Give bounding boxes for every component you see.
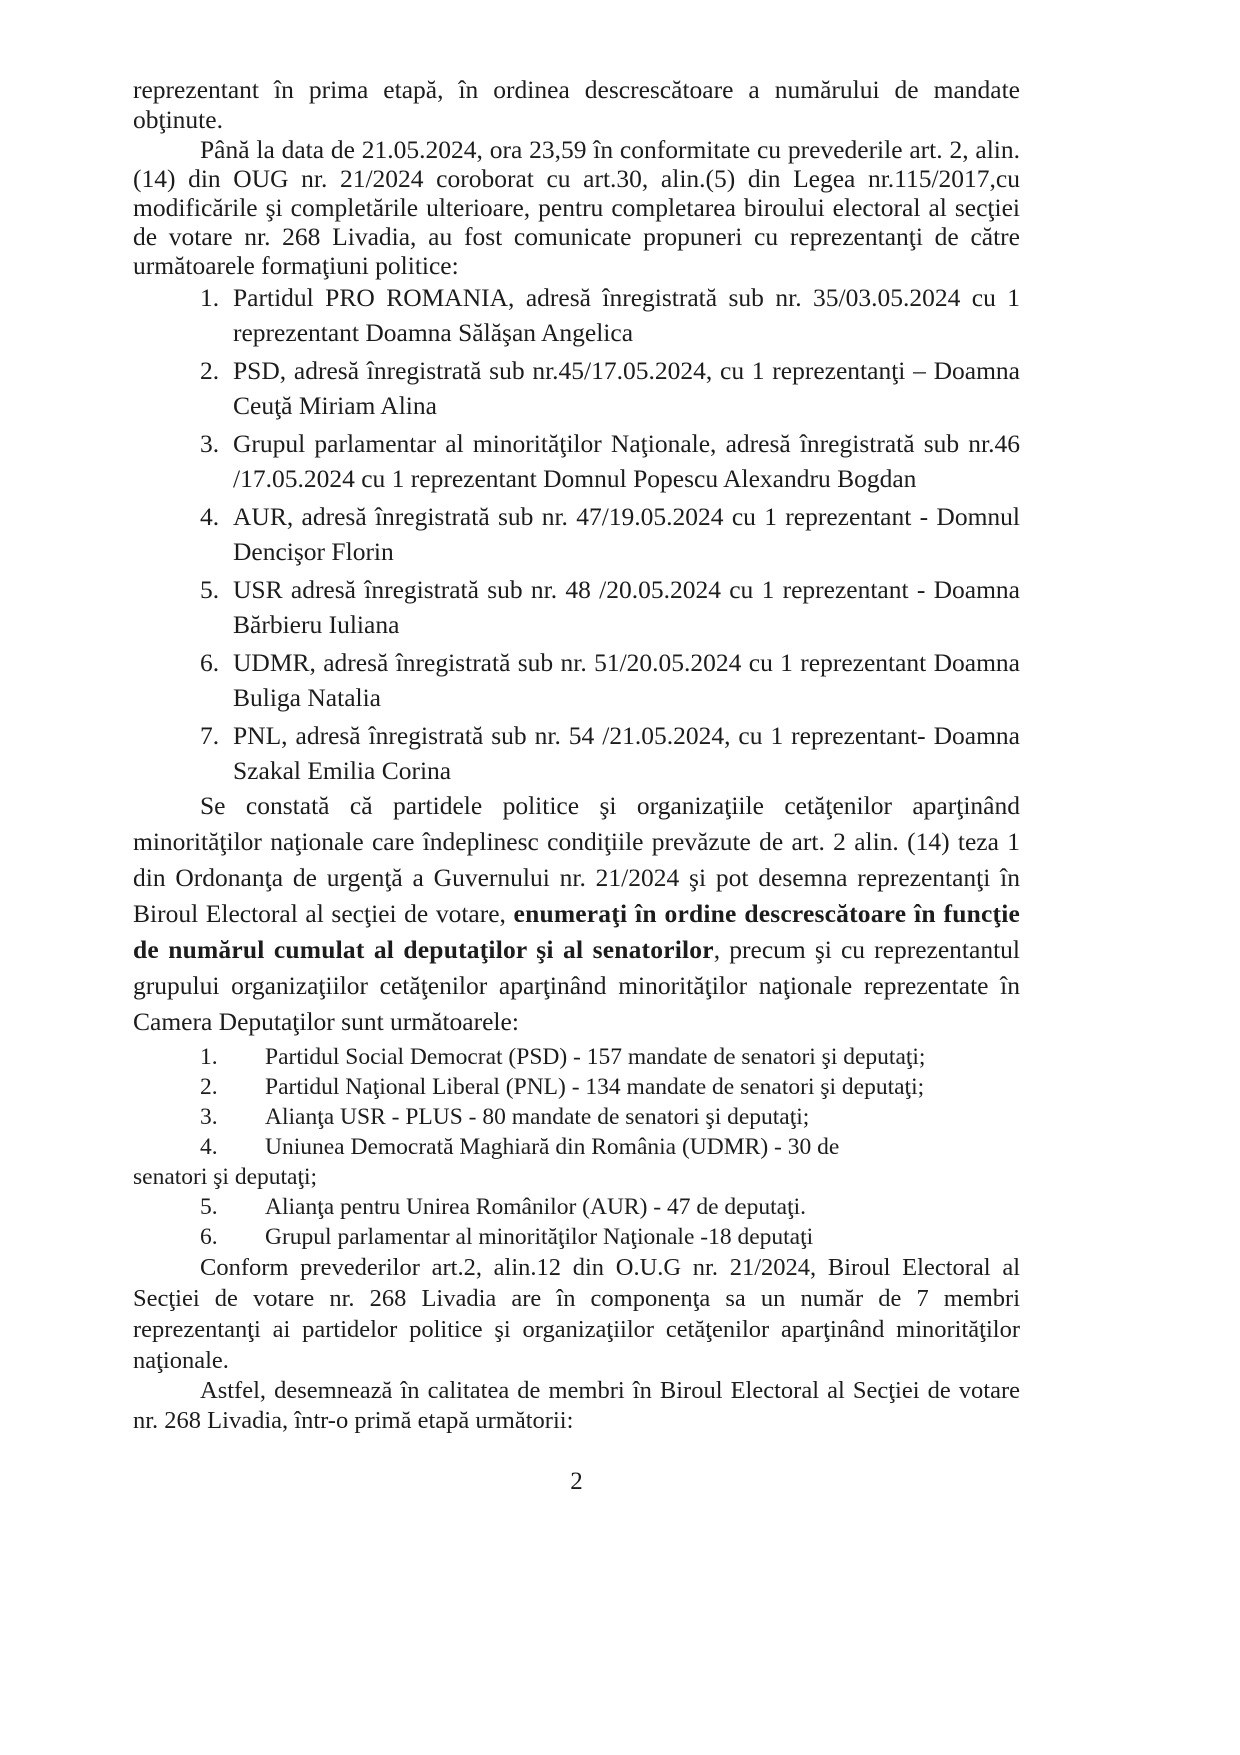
list-item bbox=[200, 426, 1020, 496]
list-item bbox=[200, 572, 1020, 642]
list-item bbox=[133, 1192, 960, 1222]
list-item-number: 4. bbox=[200, 1134, 218, 1160]
list-item bbox=[200, 645, 1020, 715]
list-item-number: 5. bbox=[200, 575, 220, 604]
list-item-text: Partidul Naţional Liberal (PNL) - 134 mandate de senatori şi deputaţi; bbox=[265, 1074, 925, 1100]
list-item-text: Partidul PRO ROMANIA, adresă înregistrată sub nr. 35/03.05.2024 cu 1 reprezentant Doamna Sălăşan Angelica bbox=[233, 283, 1020, 347]
list-item-text: Uniunea Democrată Maghiară din România (UDMR) - 30 de senatori şi deputaţi; bbox=[133, 1134, 840, 1190]
list-item bbox=[200, 280, 1020, 350]
list-item-number: 1. bbox=[200, 1044, 218, 1070]
parties-list bbox=[133, 1042, 1020, 1252]
list-item bbox=[133, 1222, 960, 1252]
list-item bbox=[133, 1132, 903, 1192]
list-item bbox=[133, 1072, 960, 1102]
findings-text-start: Se constată că partidele politice şi organizaţiile cetăţenilor aparţinând minorităţilor naţionale care îndeplinesc condiţiile prevăzute de art. 2 alin. (14) teza 1 din Ordonanţa de urgenţă a Guvernului nr. 21/2024 şi pot desemna reprezentanţi în Biroul Electoral al secţiei de votare, bbox=[133, 791, 1020, 928]
list-item-number: 6. bbox=[200, 648, 220, 677]
list-item-text: Partidul Social Democrat (PSD) - 157 mandate de senatori şi deputaţi; bbox=[265, 1044, 926, 1070]
list-item-text: PNL, adresă înregistrată sub nr. 54 /21.05.2024, cu 1 reprezentant- Doamna Szakal Emilia Corina bbox=[233, 721, 1020, 785]
list-item-number: 7. bbox=[200, 721, 220, 750]
proposals-paragraph: Până la data de 21.05.2024, ora 23,59 în conformitate cu prevederile art. 2, alin.(14) din OUG nr. 21/2024 coroborat cu art.30, alin.(5) din Legea nr.115/2017,cu modificările şi completările ulterioare, pentru completarea biroului electoral al secţiei de votare nr. 268 Livadia, au fost comunicate propuneri cu reprezentanţi de către următoarele formaţiuni politice: bbox=[133, 135, 1020, 280]
list-item-number: 3. bbox=[200, 429, 220, 458]
list-item-number: 2. bbox=[200, 356, 220, 385]
list-item-text: Grupul parlamentar al minorităţilor Naţionale -18 deputaţi bbox=[265, 1224, 814, 1250]
findings-paragraph bbox=[133, 788, 1020, 1040]
list-item-number: 2. bbox=[200, 1074, 218, 1100]
list-item-text: Alianţa USR - PLUS - 80 mandate de senatori şi deputaţi; bbox=[265, 1104, 810, 1130]
list-item bbox=[133, 1102, 960, 1132]
designation-paragraph: Astfel, desemnează în calitatea de membri în Biroul Electoral al Secţiei de votare nr. 268 Livadia, într-o primă etapă următorii: bbox=[133, 1377, 1020, 1434]
list-item bbox=[133, 1042, 960, 1072]
list-item-number: 3. bbox=[200, 1104, 218, 1130]
list-item-text: AUR, adresă înregistrată sub nr. 47/19.05.2024 cu 1 reprezentant - Domnul Dencişor Florin bbox=[233, 502, 1020, 566]
list-item-text: PSD, adresă înregistrată sub nr.45/17.05.2024, cu 1 reprezentanţi – Doamna Ceuţă Miriam Alina bbox=[233, 356, 1020, 420]
list-item-text: UDMR, adresă înregistrată sub nr. 51/20.05.2024 cu 1 reprezentant Doamna Buliga Natalia bbox=[233, 648, 1020, 712]
findings-bold-text: enumeraţi în ordine descrescătoare în funcţie de numărul cumulat al deputaţilor şi al senatorilor bbox=[133, 899, 1020, 964]
list-item-number: 1. bbox=[200, 283, 220, 312]
document-page bbox=[133, 75, 1020, 1497]
list-item-text: Alianţa pentru Unirea Românilor (AUR) - 47 de deputaţi. bbox=[265, 1194, 807, 1220]
list-item bbox=[200, 353, 1020, 423]
findings-text-end: , precum şi cu reprezentantul grupului organizaţiilor cetăţenilor aparţinând minorităţilor naţionale reprezentate în Camera Deputaţilor sunt următoarele: bbox=[133, 935, 1020, 1036]
list-item bbox=[200, 499, 1020, 569]
list-item-text: USR adresă înregistrată sub nr. 48 /20.05.2024 cu 1 reprezentant - Doamna Bărbieru Iuliana bbox=[233, 575, 1020, 639]
proposals-list bbox=[133, 280, 1020, 788]
list-item bbox=[200, 718, 1020, 788]
composition-paragraph: Conform prevederilor art.2, alin.12 din O.U.G nr. 21/2024, Biroul Electoral al Secţiei de votare nr. 268 Livadia are în componenţa sa un număr de 7 membri reprezentanţi ai partidelor politice şi organizaţiilor cetăţenilor aparţinând minorităţilor naţionale. bbox=[133, 1254, 1020, 1374]
list-item-number: 6. bbox=[200, 1224, 218, 1250]
intro-continuation: reprezentant în prima etapă, în ordinea descrescătoare a numărului de mandate obţinute. bbox=[133, 75, 1020, 134]
page-number: 2 bbox=[570, 1468, 583, 1495]
list-item-text: Grupul parlamentar al minorităţilor Naţionale, adresă înregistrată sub nr.46 /17.05.2024 cu 1 reprezentant Domnul Popescu Alexandru Bogdan bbox=[233, 429, 1020, 493]
list-item-number: 5. bbox=[200, 1194, 218, 1220]
list-item-number: 4. bbox=[200, 502, 220, 531]
